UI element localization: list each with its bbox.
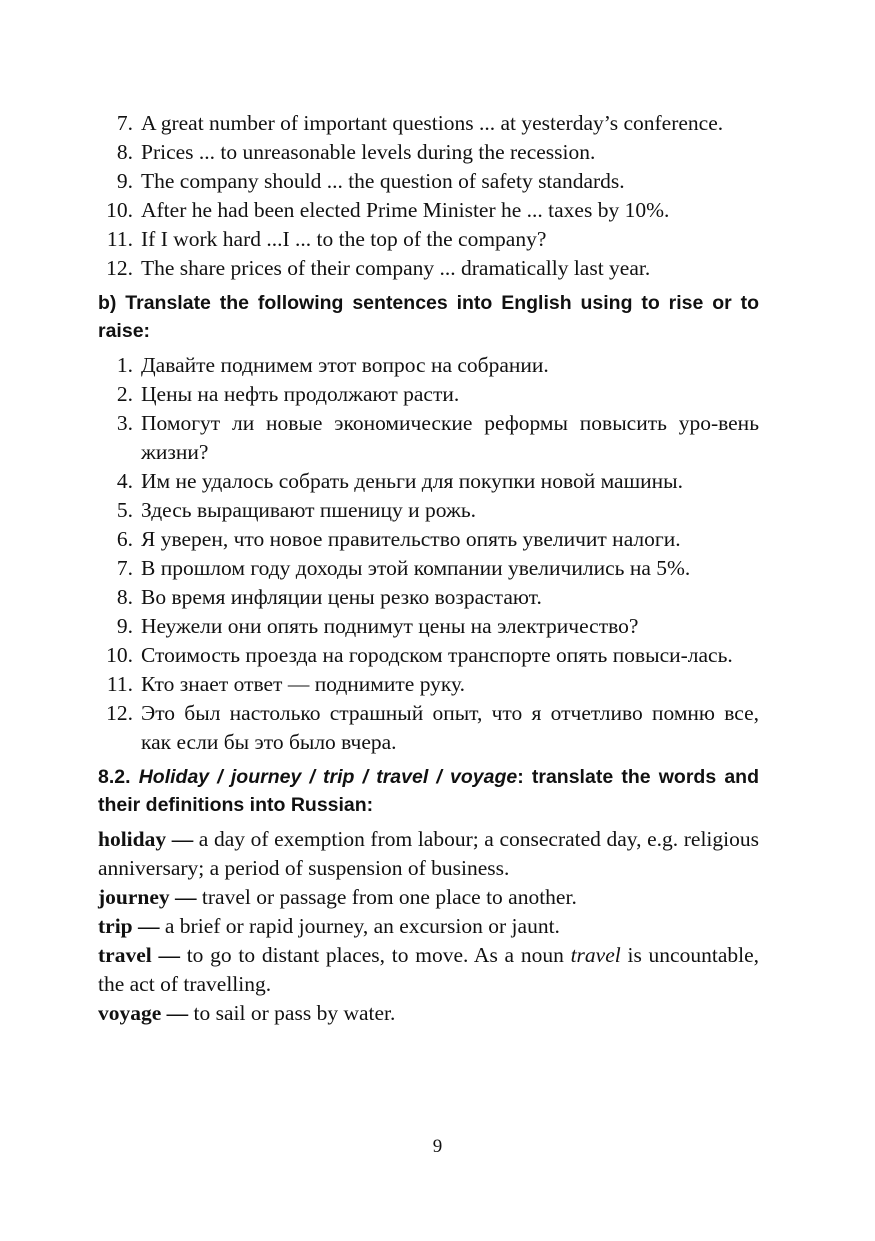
item-number: 3. [116,411,133,435]
item-number: 10. [106,198,133,222]
definition-holiday [98,825,759,883]
list-item [98,351,759,380]
list-item [98,138,759,167]
item-text: Здесь выращивают пшеницу и рожь. [141,498,477,522]
italic-word: travel [570,943,621,967]
list-item [98,380,759,409]
item-text: After he had been elected Prime Minister he ... taxes by 10%. [141,198,670,222]
definition-text: a brief or rapid journey, an excursion or jaunt. [159,914,560,938]
task-words: Holiday / journey / trip / travel / voyage [138,766,518,788]
definition-journey [98,883,759,912]
definition-text: to go to distant places, to move. As a noun [179,943,571,967]
item-number: 8. [116,140,133,164]
item-text: If I work hard ...I ... to the top of the company? [141,227,547,251]
item-number: 12. [106,256,133,280]
page-number: 9 [432,1136,443,1157]
item-number: 7. [116,111,133,135]
task-8-2-heading [98,763,759,819]
list-item [98,109,759,138]
task-number: 8.2. [98,766,131,788]
definition-text: a day of exemption from labour; a consecrated day, e.g. religious anniversary; a period of suspension of business. [98,827,759,880]
item-number: 10. [106,643,133,667]
item-text: Помогут ли новые экономические реформы повысить уро-вень жизни? [141,411,759,464]
item-text: Стоимость проезда на городском транспорте опять повыси-лась. [141,643,733,667]
list-item [98,225,759,254]
list-item [98,612,759,641]
item-number: 11. [106,672,133,696]
list-item [98,641,759,670]
list-item [98,583,759,612]
definition-text: to sail or pass by water. [188,1001,396,1025]
term: trip — [98,914,160,938]
item-number: 9. [116,614,133,638]
definition-text: is uncountable, the act of travelling. [98,943,760,996]
item-text: Это был настолько страшный опыт, что я отчетливо помню все, как если бы это было вчера. [141,701,759,754]
item-text: Цены на нефть продолжают расти. [141,382,460,406]
list-item [98,496,759,525]
definition-trip [98,912,759,941]
list-item [98,409,759,467]
item-text: Я уверен, что новое правительство опять увеличит налоги. [141,527,681,551]
item-text: В прошлом году доходы этой компании увеличились на 5%. [141,556,691,580]
item-text: Кто знает ответ — поднимите руку. [141,672,466,696]
item-number: 2. [116,382,133,406]
item-number: 1. [116,353,133,377]
item-number: 9. [116,169,133,193]
task-b-heading: b) Translate the following sentences into English using to rise or to raise: [98,292,759,342]
task-instruction: : translate the words and their definitions into Russian: [98,766,760,816]
list-item [98,699,759,757]
item-text: Давайте поднимем этот вопрос на собрании. [141,353,549,377]
item-text: Неужели они опять поднимут цены на электричество? [141,614,639,638]
item-text: The share prices of their company ... dramatically last year. [141,256,651,280]
list-item [98,467,759,496]
list-item [98,554,759,583]
item-text: Во время инфляции цены резко возрастают. [141,585,542,609]
definition-voyage [98,999,759,1028]
item-text: Prices ... to unreasonable levels during the recession. [141,140,596,164]
list-item [98,670,759,699]
term: holiday — [98,827,194,851]
definition-travel [98,941,759,999]
term: journey — [98,885,197,909]
term: travel — [98,943,180,967]
definitions [98,825,759,1028]
item-number: 8. [116,585,133,609]
item-number: 4. [116,469,133,493]
page-content [98,109,759,1028]
item-number: 6. [116,527,133,551]
item-number: 11. [106,227,133,251]
item-text: The company should ... the question of safety standards. [141,169,625,193]
item-number: 7. [116,556,133,580]
list-item [98,167,759,196]
list-item [98,525,759,554]
list-item [98,196,759,225]
list-item [98,254,759,283]
item-number: 5. [116,498,133,522]
item-text: Им не удалось собрать деньги для покупки новой машины. [141,469,683,493]
item-text: A great number of important questions ... at yesterday’s conference. [141,111,724,135]
exercise-list-b [98,351,759,757]
exercise-list-a [98,109,759,283]
definition-text: travel or passage from one place to another. [196,885,577,909]
item-number: 12. [106,701,133,725]
term: voyage — [98,1001,189,1025]
